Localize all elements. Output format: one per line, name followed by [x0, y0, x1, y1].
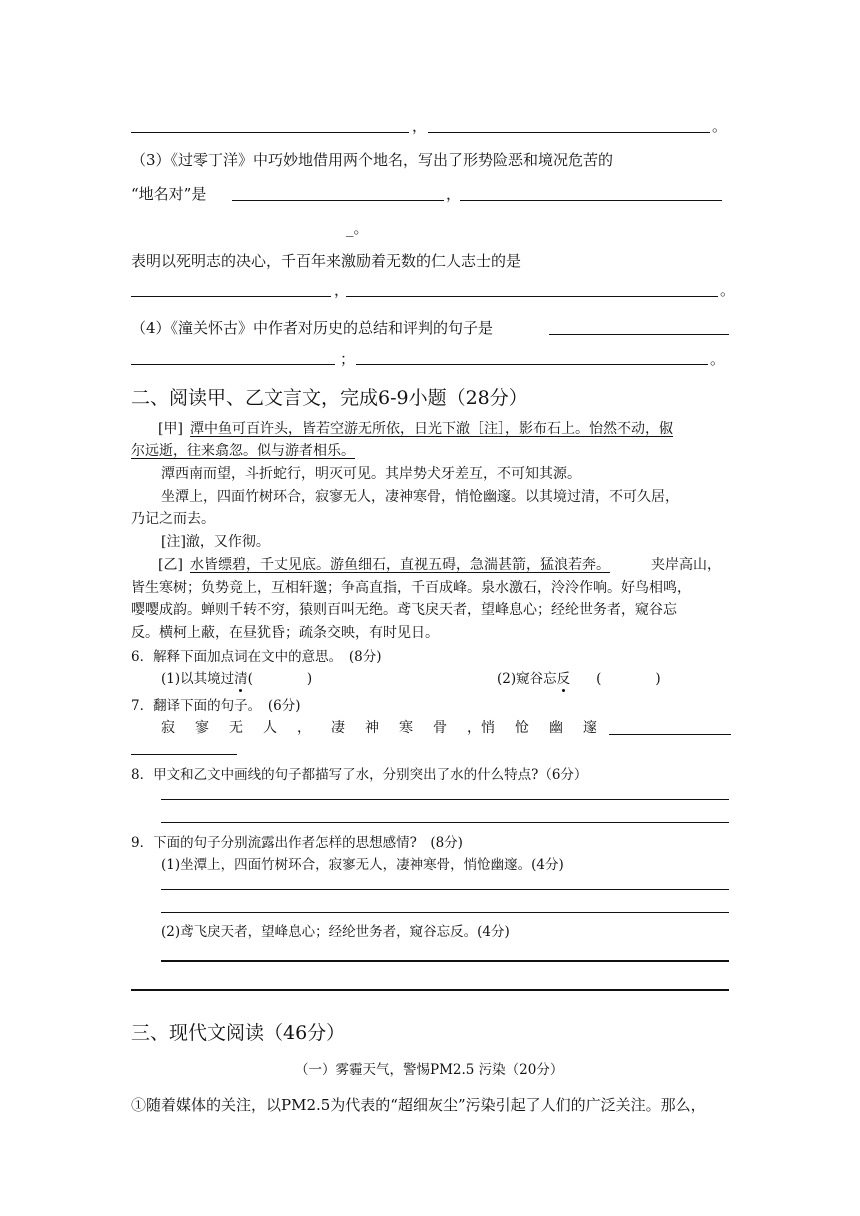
passage-jia-text: 坐潭上，四面竹树环合，寂寥无人，凄神寒骨，悄怆幽邃。以其境过清，不可久居，: [161, 489, 679, 505]
question-3: （3）《过零丁洋》中巧妙地借用两个地名，写出了形势险恶和境况危苦的: [131, 151, 614, 169]
passage-jia-text: 乃记之而去。: [131, 511, 215, 527]
passage-note: [注]澈，又作彻。: [161, 534, 270, 550]
punctuation: 。: [720, 281, 736, 299]
q6-1-blank[interactable]: ( ): [247, 671, 313, 687]
blank-tail: _。: [346, 219, 369, 237]
q7-char: 悄: [481, 720, 495, 736]
punctuation: ，: [412, 117, 428, 135]
q6-1-dotted-word: 清: [234, 671, 248, 687]
section-3-heading: 三、现代文阅读（46分）: [131, 1022, 346, 1044]
q7-char: 神: [365, 720, 379, 736]
answer-line[interactable]: [161, 822, 729, 823]
question-9-1: (1)坐潭上，四面竹树环合，寂寥无人，凄神寒骨，悄怆幽邃。(4分): [161, 857, 564, 873]
question-3-label: “地名对”是: [131, 185, 207, 203]
passage-yi-text: 皆生寒树；负势竞上，互相轩邈；争高直指，千百成峰。泉水激石，泠泠作响。好鸟相鸣，: [131, 580, 691, 596]
q6-1-text: (1)以其境过: [161, 671, 235, 687]
section-3-paragraph: ①随着媒体的关注，以PM2.5为代表的“超细灰尘”污染引起了人们的广泛关注。那么，: [131, 1096, 706, 1114]
q6-2-text: (2)窥谷忘: [497, 671, 557, 687]
question-9-2: (2)鸢飞戾天者，望峰息心；经纶世务者，窥谷忘反。(4分): [161, 924, 510, 940]
question-6: 6．解释下面加点词在文中的意思。 (8分): [131, 649, 382, 665]
question-6-2: [497, 667, 661, 687]
q7-char: ，: [467, 720, 481, 736]
q7-char: 骨: [433, 720, 447, 736]
answer-blank[interactable]: [131, 754, 237, 755]
punctuation: 。: [710, 350, 726, 368]
passage-jia-text: 潭西南而望，斗折蛇行，明灭可见。其岸势犬牙差互，不可知其源。: [161, 466, 581, 482]
answer-blank[interactable]: [131, 364, 335, 365]
q7-char: ，: [297, 720, 311, 736]
answer-blank[interactable]: [346, 296, 718, 297]
answer-blank[interactable]: [232, 200, 444, 201]
q7-char: 邃: [583, 720, 597, 736]
question-4: （4）《潼关怀古》中作者对历史的总结和评判的句子是: [131, 319, 494, 337]
question-7: 7．翻译下面的句子。 (6分): [131, 698, 301, 714]
q7-char: 寥: [195, 720, 209, 736]
punctuation: ；: [340, 350, 356, 368]
q7-char: 怆: [515, 720, 529, 736]
q7-char: 无: [229, 720, 243, 736]
q6-2-blank[interactable]: ( ): [596, 671, 661, 687]
answer-blank[interactable]: [609, 734, 731, 735]
punctuation: ，: [446, 185, 462, 203]
answer-blank[interactable]: [460, 200, 722, 201]
passage-yi-underlined: 水皆缥碧，千丈见底。游鱼细石，直视五碍，急湍甚箭，猛浪若奔。: [190, 557, 610, 573]
answer-line[interactable]: [161, 889, 729, 890]
q7-char: 寂: [161, 720, 175, 736]
punctuation: ，: [334, 281, 350, 299]
passage-yi-text: 夹岸高山，: [651, 557, 721, 573]
q7-char: 凄: [331, 720, 345, 736]
answer-blank[interactable]: [428, 132, 710, 133]
answer-blank[interactable]: [549, 334, 729, 335]
q7-char: 人: [263, 720, 277, 736]
answer-line[interactable]: [161, 912, 729, 913]
question-8: 8．甲文和乙文中画线的句子都描写了水，分别突出了水的什么特点?（6分）: [131, 767, 588, 783]
q7-char: 幽: [549, 720, 563, 736]
answer-blank[interactable]: [356, 364, 708, 365]
passage-jia-underlined: 尔远逝，往来翕忽。似与游者相乐。: [131, 443, 355, 459]
passage-jia-underlined: 潭中鱼可百许头，皆若空游无所依，日光下澈［注］，影布石上。怡然不动，俶: [190, 421, 673, 437]
question-3-part2: 表明以死明志的决心，千百年来激励着无数的仁人志士的是: [131, 252, 522, 270]
question-6-1: [161, 667, 312, 687]
section-2-heading: 二、阅读甲、乙文言文，完成6-9小题（28分）: [131, 387, 528, 409]
passage-jia-label: [甲]: [158, 421, 183, 437]
answer-line[interactable]: [161, 799, 729, 800]
q7-char: 寒: [399, 720, 413, 736]
answer-line[interactable]: [161, 960, 729, 962]
punctuation: 。: [712, 117, 728, 135]
q6-2-dotted-word: 反: [556, 671, 571, 687]
passage-yi-text: 嘤嘤成韵。蝉则千转不穷，猿则百叫无绝。鸢飞戾天者，望峰息心；经纶世务者，窥谷忘: [131, 602, 677, 618]
passage-yi-label: [乙]: [158, 557, 183, 573]
section-divider: [131, 989, 729, 991]
answer-blank[interactable]: [131, 296, 331, 297]
passage-yi-text: 反。横柯上蔽，在昼犹昏；疏条交映，有时见日。: [131, 625, 439, 641]
question-9: 9．下面的句子分别流露出作者怎样的思想感情? (8分): [131, 835, 463, 851]
answer-blank[interactable]: [131, 132, 409, 133]
section-3-subheading: （一）雾霾天气，警惕PM2.5 污染（20分）: [295, 1062, 564, 1078]
